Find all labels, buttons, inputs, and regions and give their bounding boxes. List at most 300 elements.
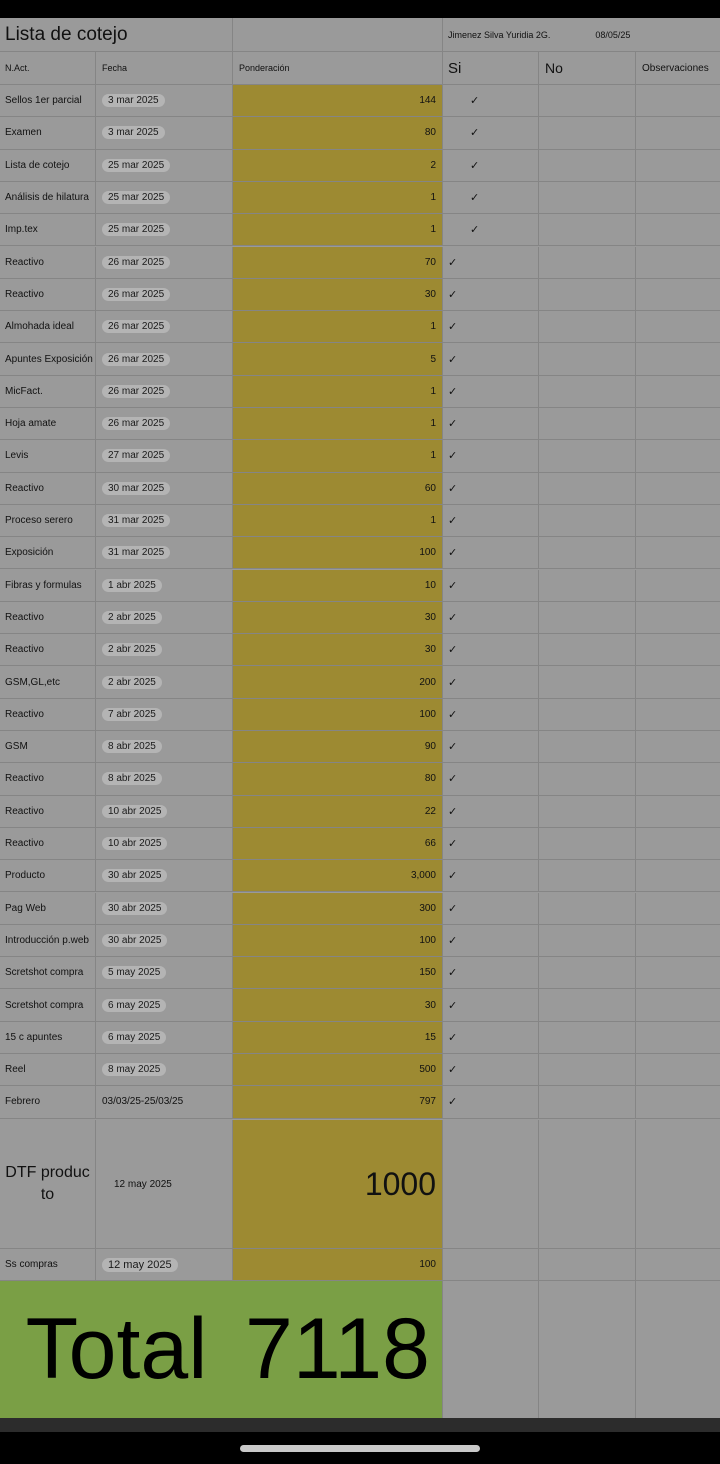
cell-date[interactable] xyxy=(96,989,233,1020)
cell-notes[interactable] xyxy=(636,731,720,762)
cell-activity[interactable]: Reactivo xyxy=(0,796,96,827)
date-chip: 5 may 2025 xyxy=(102,966,166,979)
check-icon: ✓ xyxy=(448,418,458,431)
cell-date[interactable] xyxy=(96,408,233,439)
cell-weighting[interactable]: 1 xyxy=(233,408,443,439)
check-icon: ✓ xyxy=(448,676,458,689)
cell-notes[interactable] xyxy=(636,85,720,116)
cell-no[interactable] xyxy=(539,247,636,278)
check-icon: ✓ xyxy=(448,773,458,786)
cell-notes[interactable] xyxy=(636,634,720,665)
check-icon: ✓ xyxy=(470,192,480,205)
table-row xyxy=(0,1054,720,1086)
cell-yes[interactable] xyxy=(443,1281,539,1418)
cell-activity[interactable]: Reactivo xyxy=(0,473,96,504)
table-row xyxy=(0,311,720,343)
cell-date[interactable] xyxy=(96,440,233,471)
table-row xyxy=(0,343,720,375)
header-no[interactable]: No xyxy=(539,52,636,84)
cell-date[interactable] xyxy=(96,279,233,310)
cell-yes[interactable] xyxy=(443,634,539,665)
navigation-bar xyxy=(0,1418,720,1464)
cell-date[interactable]: 12 may 2025 xyxy=(96,1120,233,1248)
cell-yes[interactable] xyxy=(443,860,539,891)
cell-weighting[interactable]: 1 xyxy=(233,214,443,245)
table-row xyxy=(0,537,720,569)
check-icon: ✓ xyxy=(448,741,458,754)
cell-activity[interactable]: Apuntes Exposición xyxy=(0,343,96,374)
cell-no[interactable] xyxy=(539,699,636,730)
cell-date[interactable] xyxy=(96,796,233,827)
cell-activity[interactable]: Pag Web xyxy=(0,893,96,924)
table-row xyxy=(0,1022,720,1054)
cell-activity[interactable]: Reactivo xyxy=(0,279,96,310)
cell-weighting[interactable]: 200 xyxy=(233,666,443,697)
date-text: 03/03/25-25/03/25 xyxy=(102,1096,184,1108)
cell-weighting[interactable]: 100 xyxy=(233,537,443,568)
table-row xyxy=(0,440,720,472)
check-icon: ✓ xyxy=(448,708,458,721)
cell-date[interactable] xyxy=(96,957,233,988)
cell-notes[interactable] xyxy=(636,828,720,859)
cell-weighting[interactable]: 30 xyxy=(233,634,443,665)
cell-weighting[interactable]: 150 xyxy=(233,957,443,988)
cell-no[interactable] xyxy=(539,989,636,1020)
cell-notes[interactable] xyxy=(636,117,720,148)
cell-no[interactable] xyxy=(539,182,636,213)
date-chip: 2 abr 2025 xyxy=(102,676,162,689)
check-icon: ✓ xyxy=(448,547,458,560)
cell-date[interactable] xyxy=(96,343,233,374)
cell-activity[interactable]: GSM xyxy=(0,731,96,762)
cell-date[interactable] xyxy=(96,1249,233,1280)
cell-yes[interactable] xyxy=(443,182,539,213)
cell-date[interactable] xyxy=(96,182,233,213)
date-chip: 8 abr 2025 xyxy=(102,740,162,753)
cell-notes[interactable] xyxy=(636,440,720,471)
cell-activity[interactable]: Scretshot compra xyxy=(0,989,96,1020)
cell-weighting[interactable]: 3,000 xyxy=(233,860,443,891)
cell-yes[interactable] xyxy=(443,1022,539,1053)
cell-weighting[interactable]: 144 xyxy=(233,85,443,116)
cell-date[interactable] xyxy=(96,828,233,859)
cell-no[interactable] xyxy=(539,150,636,181)
total-row xyxy=(0,1281,720,1418)
cell-no[interactable] xyxy=(539,1022,636,1053)
cell-notes[interactable] xyxy=(636,1086,720,1117)
sheet-scroll-strip xyxy=(0,1418,720,1432)
cell-weighting[interactable]: 22 xyxy=(233,796,443,827)
cell-notes[interactable] xyxy=(636,505,720,536)
cell-no[interactable] xyxy=(539,957,636,988)
cell-date[interactable] xyxy=(96,1086,233,1117)
cell-notes[interactable] xyxy=(636,214,720,245)
date-chip: 30 abr 2025 xyxy=(102,934,167,947)
cell-activity[interactable]: Reactivo xyxy=(0,602,96,633)
date-chip: 8 may 2025 xyxy=(102,1063,166,1076)
home-indicator[interactable] xyxy=(240,1445,480,1452)
status-bar xyxy=(0,0,720,18)
cell-notes[interactable] xyxy=(636,699,720,730)
cell-weighting[interactable]: 5 xyxy=(233,343,443,374)
cell-date[interactable] xyxy=(96,117,233,148)
cell-yes[interactable] xyxy=(443,925,539,956)
cell-date[interactable] xyxy=(96,763,233,794)
cell-yes[interactable] xyxy=(443,957,539,988)
check-icon: ✓ xyxy=(448,644,458,657)
cell-yes[interactable] xyxy=(443,570,539,601)
cell-notes[interactable] xyxy=(636,1120,720,1248)
cell-weighting[interactable]: 2 xyxy=(233,150,443,181)
cell-date[interactable] xyxy=(96,570,233,601)
cell-yes[interactable] xyxy=(443,731,539,762)
cell-weighting[interactable]: 60 xyxy=(233,473,443,504)
cell-yes[interactable] xyxy=(443,279,539,310)
cell-date[interactable] xyxy=(96,893,233,924)
cell-date[interactable] xyxy=(96,473,233,504)
table-row xyxy=(0,182,720,214)
cell-yes[interactable] xyxy=(443,666,539,697)
cell-no[interactable] xyxy=(539,860,636,891)
cell-notes[interactable] xyxy=(636,1054,720,1085)
table-row xyxy=(0,408,720,440)
cell-activity[interactable]: Febrero xyxy=(0,1086,96,1117)
cell-notes[interactable] xyxy=(636,893,720,924)
date-chip: 10 abr 2025 xyxy=(102,837,167,850)
cell-no[interactable] xyxy=(539,343,636,374)
cell-no[interactable] xyxy=(539,117,636,148)
cell-notes[interactable] xyxy=(636,311,720,342)
table-row xyxy=(0,699,720,731)
check-icon: ✓ xyxy=(448,450,458,463)
cell-yes[interactable] xyxy=(443,1086,539,1117)
cell-activity[interactable]: Análisis de hilatura xyxy=(0,182,96,213)
cell-no[interactable] xyxy=(539,537,636,568)
cell-notes[interactable] xyxy=(636,537,720,568)
cell-activity[interactable]: Examen xyxy=(0,117,96,148)
check-icon: ✓ xyxy=(448,611,458,624)
cell-activity[interactable]: Scretshot compra xyxy=(0,957,96,988)
cell-no[interactable] xyxy=(539,473,636,504)
title-row xyxy=(0,18,720,52)
cell-date[interactable] xyxy=(96,1054,233,1085)
cell-activity[interactable]: Reactivo xyxy=(0,699,96,730)
cell-no[interactable] xyxy=(539,570,636,601)
cell-yes[interactable] xyxy=(443,699,539,730)
student-name: Jimenez Silva Yuridia 2G. xyxy=(448,29,551,40)
date-chip: 25 mar 2025 xyxy=(102,223,170,236)
cell-date[interactable] xyxy=(96,666,233,697)
cell-notes[interactable] xyxy=(636,989,720,1020)
cell-weighting[interactable]: 80 xyxy=(233,117,443,148)
cell-notes[interactable] xyxy=(636,763,720,794)
cell-weighting[interactable]: 1 xyxy=(233,182,443,213)
cell-notes[interactable] xyxy=(636,247,720,278)
cell-notes[interactable] xyxy=(636,408,720,439)
check-icon: ✓ xyxy=(448,902,458,915)
check-icon: ✓ xyxy=(448,579,458,592)
cell-no[interactable] xyxy=(539,602,636,633)
cell-notes[interactable] xyxy=(636,796,720,827)
cell-no[interactable] xyxy=(539,85,636,116)
cell-yes[interactable] xyxy=(443,989,539,1020)
cell-no[interactable] xyxy=(539,279,636,310)
check-icon: ✓ xyxy=(448,482,458,495)
cell-notes[interactable] xyxy=(636,279,720,310)
cell-activity[interactable]: Reactivo xyxy=(0,828,96,859)
table-row-dtf xyxy=(0,1120,720,1249)
cell-date[interactable] xyxy=(96,85,233,116)
cell-weighting[interactable]: 100 xyxy=(233,1249,443,1280)
cell-weighting[interactable]: 1 xyxy=(233,505,443,536)
table-row xyxy=(0,860,720,892)
cell-weighting[interactable]: 30 xyxy=(233,279,443,310)
cell-activity[interactable]: DTF produc to xyxy=(0,1120,96,1248)
cell-date[interactable] xyxy=(96,505,233,536)
cell-no[interactable] xyxy=(539,666,636,697)
header-weighting[interactable]: Ponderación xyxy=(233,52,443,84)
cell-no[interactable] xyxy=(539,311,636,342)
cell-yes[interactable] xyxy=(443,408,539,439)
cell-date[interactable] xyxy=(96,214,233,245)
cell-yes[interactable] xyxy=(443,602,539,633)
cell-notes[interactable] xyxy=(636,150,720,181)
cell-yes[interactable] xyxy=(443,505,539,536)
cell-weighting[interactable]: 30 xyxy=(233,989,443,1020)
cell-no[interactable] xyxy=(539,634,636,665)
table-row xyxy=(0,376,720,408)
cell-weighting[interactable]: 30 xyxy=(233,602,443,633)
cell-weighting[interactable]: 70 xyxy=(233,247,443,278)
check-icon: ✓ xyxy=(448,999,458,1012)
header-activity[interactable]: N.Act. xyxy=(0,52,96,84)
cell-notes[interactable] xyxy=(636,666,720,697)
date-chip: 26 mar 2025 xyxy=(102,353,170,366)
check-icon: ✓ xyxy=(470,127,480,140)
cell-weighting[interactable]: 1 xyxy=(233,440,443,471)
cell-yes[interactable] xyxy=(443,1120,539,1248)
date-chip: 30 mar 2025 xyxy=(102,482,170,495)
cell-no[interactable] xyxy=(539,440,636,471)
cell-activity[interactable]: Almohada ideal xyxy=(0,311,96,342)
cell-yes[interactable] xyxy=(443,247,539,278)
cell-weighting[interactable]: 10 xyxy=(233,570,443,601)
cell-weighting[interactable]: 66 xyxy=(233,828,443,859)
date-chip: 6 may 2025 xyxy=(102,999,166,1012)
cell-yes[interactable] xyxy=(443,1054,539,1085)
sheet-title[interactable]: Lista de cotejo xyxy=(0,18,233,51)
cell-yes[interactable] xyxy=(443,1249,539,1280)
cell-activity[interactable]: Sellos 1er parcial xyxy=(0,85,96,116)
cell-date[interactable] xyxy=(96,602,233,633)
cell-weighting[interactable]: 100 xyxy=(233,699,443,730)
cell-yes[interactable] xyxy=(443,893,539,924)
table-row xyxy=(0,279,720,311)
cell-yes[interactable] xyxy=(443,796,539,827)
cell-yes[interactable] xyxy=(443,537,539,568)
table-row xyxy=(0,473,720,505)
cell-yes[interactable] xyxy=(443,440,539,471)
date-chip: 31 mar 2025 xyxy=(102,546,170,559)
cell-activity[interactable]: Exposición xyxy=(0,537,96,568)
cell-notes[interactable] xyxy=(636,570,720,601)
table-row xyxy=(0,85,720,117)
table-row xyxy=(0,796,720,828)
cell-weighting[interactable]: 1000 xyxy=(233,1120,443,1248)
cell-date[interactable] xyxy=(96,537,233,568)
cell-activity[interactable]: Lista de cotejo xyxy=(0,150,96,181)
cell-weighting[interactable]: 500 xyxy=(233,1054,443,1085)
cell-date[interactable] xyxy=(96,925,233,956)
table-row xyxy=(0,634,720,666)
cell-no[interactable] xyxy=(539,1086,636,1117)
cell-date[interactable] xyxy=(96,860,233,891)
cell-no[interactable] xyxy=(539,505,636,536)
cell-no[interactable] xyxy=(539,408,636,439)
cell-weighting[interactable]: 797 xyxy=(233,1086,443,1117)
check-icon: ✓ xyxy=(448,321,458,334)
cell-activity[interactable]: GSM,GL,etc xyxy=(0,666,96,697)
cell-date[interactable] xyxy=(96,150,233,181)
date-chip: 30 abr 2025 xyxy=(102,869,167,882)
cell-no[interactable] xyxy=(539,925,636,956)
cell-date[interactable] xyxy=(96,634,233,665)
check-icon: ✓ xyxy=(448,1096,458,1109)
cell-activity[interactable]: Fibras y formulas xyxy=(0,570,96,601)
table-row xyxy=(0,1086,720,1118)
cell-activity[interactable]: Proceso serero xyxy=(0,505,96,536)
cell-no[interactable] xyxy=(539,796,636,827)
cell-notes[interactable] xyxy=(636,376,720,407)
cell-activity[interactable]: Introducción p.web xyxy=(0,925,96,956)
date-chip: 3 mar 2025 xyxy=(102,126,165,139)
check-icon: ✓ xyxy=(448,934,458,947)
cell-activity[interactable]: Reactivo xyxy=(0,763,96,794)
table-row xyxy=(0,117,720,149)
check-icon: ✓ xyxy=(470,95,480,108)
cell-weighting[interactable]: 90 xyxy=(233,731,443,762)
cell-no[interactable] xyxy=(539,376,636,407)
table-row xyxy=(0,150,720,182)
date-chip: 26 mar 2025 xyxy=(102,417,170,430)
table-row xyxy=(0,602,720,634)
title-blank-cell[interactable] xyxy=(233,18,443,51)
cell-yes[interactable] xyxy=(443,85,539,116)
cell-no[interactable] xyxy=(539,1054,636,1085)
cell-notes[interactable] xyxy=(636,1281,720,1418)
cell-date[interactable] xyxy=(96,376,233,407)
check-icon: ✓ xyxy=(448,385,458,398)
cell-yes[interactable] xyxy=(443,343,539,374)
cell-activity[interactable]: MicFact. xyxy=(0,376,96,407)
cell-notes[interactable] xyxy=(636,1249,720,1280)
cell-notes[interactable] xyxy=(636,343,720,374)
cell-yes[interactable] xyxy=(443,150,539,181)
cell-activity[interactable]: Reactivo xyxy=(0,634,96,665)
cell-no[interactable] xyxy=(539,1249,636,1280)
cell-notes[interactable] xyxy=(636,925,720,956)
date-chip: 6 may 2025 xyxy=(102,1031,166,1044)
cell-date[interactable] xyxy=(96,1022,233,1053)
cell-weighting[interactable]: 1 xyxy=(233,376,443,407)
cell-weighting[interactable]: 80 xyxy=(233,763,443,794)
check-icon: ✓ xyxy=(448,256,458,269)
table-row-last xyxy=(0,1249,720,1281)
cell-date[interactable] xyxy=(96,247,233,278)
title-meta-cell[interactable] xyxy=(443,18,720,51)
check-icon: ✓ xyxy=(448,838,458,851)
check-icon: ✓ xyxy=(448,1031,458,1044)
cell-activity[interactable]: Producto xyxy=(0,860,96,891)
header-yes[interactable]: Si xyxy=(443,52,539,84)
total-label[interactable]: Total xyxy=(0,1281,233,1418)
cell-yes[interactable] xyxy=(443,473,539,504)
header-date[interactable]: Fecha xyxy=(96,52,233,84)
cell-notes[interactable] xyxy=(636,473,720,504)
total-value[interactable]: 7118 xyxy=(233,1281,443,1418)
table-row xyxy=(0,925,720,957)
cell-activity[interactable]: Hoja amate xyxy=(0,408,96,439)
cell-yes[interactable] xyxy=(443,311,539,342)
table-row xyxy=(0,763,720,795)
cell-notes[interactable] xyxy=(636,1022,720,1053)
cell-no[interactable] xyxy=(539,893,636,924)
cell-activity[interactable]: Levis xyxy=(0,440,96,471)
cell-notes[interactable] xyxy=(636,602,720,633)
check-icon: ✓ xyxy=(448,353,458,366)
table-row xyxy=(0,731,720,763)
table-row xyxy=(0,666,720,698)
cell-weighting[interactable]: 15 xyxy=(233,1022,443,1053)
table-row xyxy=(0,570,720,602)
check-icon: ✓ xyxy=(448,870,458,883)
cell-yes[interactable] xyxy=(443,214,539,245)
cell-activity[interactable]: Reactivo xyxy=(0,247,96,278)
cell-activity[interactable]: Imp.tex xyxy=(0,214,96,245)
cell-yes[interactable] xyxy=(443,376,539,407)
cell-date[interactable] xyxy=(96,699,233,730)
cell-no[interactable] xyxy=(539,1281,636,1418)
cell-activity[interactable]: Reel xyxy=(0,1054,96,1085)
cell-no[interactable] xyxy=(539,1120,636,1248)
cell-no[interactable] xyxy=(539,828,636,859)
table-row xyxy=(0,214,720,246)
cell-activity[interactable]: 15 c apuntes xyxy=(0,1022,96,1053)
cell-yes[interactable] xyxy=(443,117,539,148)
cell-weighting[interactable]: 300 xyxy=(233,893,443,924)
cell-date[interactable] xyxy=(96,311,233,342)
cell-notes[interactable] xyxy=(636,860,720,891)
cell-activity[interactable]: Ss compras xyxy=(0,1249,96,1280)
cell-weighting[interactable]: 1 xyxy=(233,311,443,342)
header-notes[interactable]: Observaciones xyxy=(642,62,709,74)
cell-no[interactable] xyxy=(539,763,636,794)
spreadsheet[interactable] xyxy=(0,18,720,1418)
date-chip: 3 mar 2025 xyxy=(102,94,165,107)
cell-weighting[interactable]: 100 xyxy=(233,925,443,956)
date-chip: 12 may 2025 xyxy=(102,1258,178,1272)
date-chip: 26 mar 2025 xyxy=(102,385,170,398)
cell-yes[interactable] xyxy=(443,828,539,859)
cell-no[interactable] xyxy=(539,214,636,245)
date-chip: 7 abr 2025 xyxy=(102,708,162,721)
cell-notes[interactable] xyxy=(636,182,720,213)
check-icon: ✓ xyxy=(448,967,458,980)
cell-date[interactable] xyxy=(96,731,233,762)
cell-notes[interactable] xyxy=(636,957,720,988)
cell-no[interactable] xyxy=(539,731,636,762)
cell-yes[interactable] xyxy=(443,763,539,794)
